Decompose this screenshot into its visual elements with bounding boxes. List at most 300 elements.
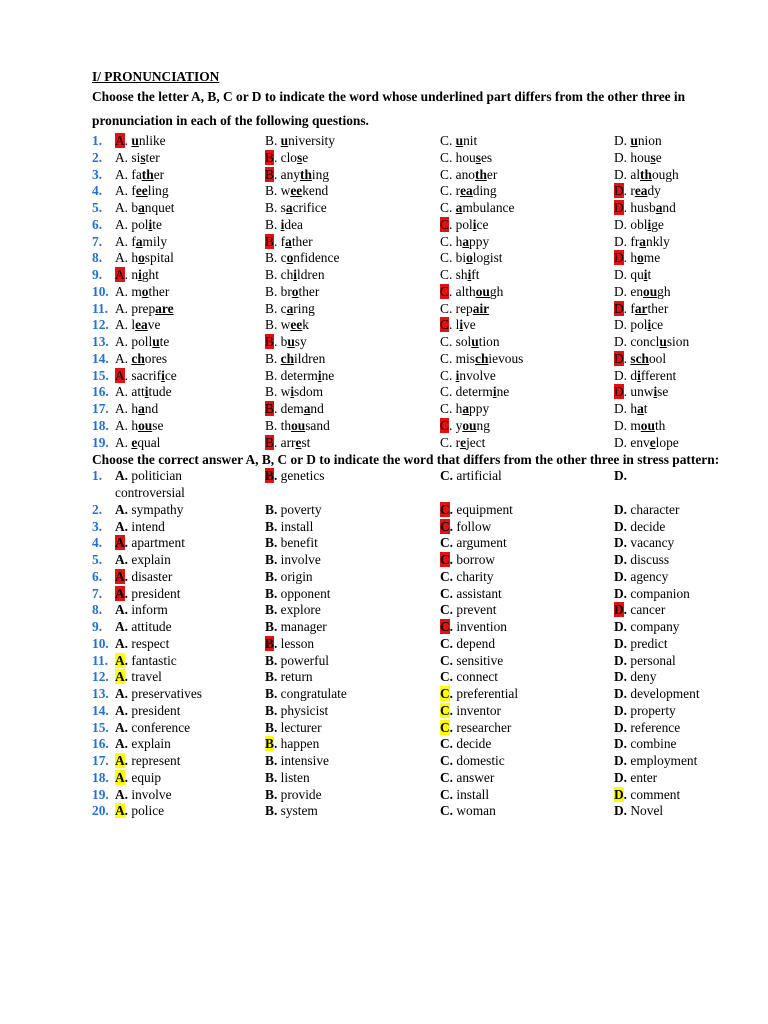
word-prefix: w — [280, 317, 291, 333]
word-prefix: b — [131, 200, 139, 215]
option-letter: C — [440, 602, 450, 618]
option-letter: D — [614, 769, 624, 785]
option-c: C. young — [440, 417, 490, 433]
option-letter: B — [265, 769, 274, 785]
option-d: D. quit — [614, 267, 652, 282]
question-number: 6. — [92, 568, 103, 584]
option-letter: D — [614, 350, 624, 366]
option-word: preferential — [453, 686, 519, 701]
option-c — [440, 770, 494, 787]
word-suffix: te — [152, 216, 162, 232]
word-suffix: ding — [472, 183, 497, 199]
option-word: intensive — [277, 753, 329, 768]
option-letter: D — [614, 384, 624, 400]
option-letter: A — [115, 417, 125, 433]
question-number: 15. — [92, 719, 109, 735]
option-word: decide — [627, 518, 666, 534]
option-letter: A — [115, 602, 125, 618]
option-word: deny — [627, 669, 657, 685]
question-number: 11. — [92, 300, 108, 316]
option-dot: . — [273, 803, 278, 819]
word-prefix: prep — [131, 300, 156, 316]
option-letter: A — [115, 736, 125, 752]
underlined-part: ea — [460, 183, 473, 199]
underlined-part: a — [455, 200, 463, 215]
option-dot: . — [449, 518, 454, 534]
question-number: 20. — [92, 803, 109, 819]
question-row — [92, 167, 732, 184]
word-prefix: c — [280, 300, 287, 316]
option-b: B. confidence — [265, 250, 340, 266]
word-suffix: ildren — [294, 350, 326, 366]
option-letter: D — [614, 619, 624, 634]
option-a — [115, 669, 162, 686]
option-letter: B — [265, 736, 274, 752]
question-row — [92, 284, 732, 301]
option-letter: B — [265, 384, 274, 400]
option-dot: . — [623, 585, 628, 601]
option-letter: D — [614, 568, 624, 584]
option-letter: C — [440, 384, 449, 400]
option-letter: C — [440, 350, 449, 366]
option-word: politician — [128, 468, 182, 484]
underlined-part: o — [141, 283, 149, 299]
option-word: assistant — [453, 585, 502, 601]
option-dot: . — [124, 786, 129, 802]
option-dot: . — [273, 535, 278, 551]
word-suffix: dea — [284, 216, 303, 232]
underlined-part: o — [291, 283, 299, 299]
underlined-part: s — [140, 149, 146, 165]
option-letter: B — [265, 283, 274, 299]
option-letter: C — [440, 803, 450, 819]
option-letter: C — [440, 468, 450, 484]
option-letter: C — [440, 183, 449, 199]
option-d — [614, 787, 680, 804]
option-letter: D — [614, 753, 624, 768]
underlined-part: a — [462, 233, 470, 249]
option-a: A. sister — [115, 149, 160, 165]
word-suffix: st — [301, 434, 311, 450]
option-letter: D — [614, 501, 624, 517]
option-word: development — [627, 686, 700, 701]
option-a: A. prepare — [115, 300, 174, 316]
option-letter: A — [115, 216, 125, 232]
underlined-part: u — [287, 334, 295, 349]
option-dot: . — [124, 518, 129, 534]
option-letter: B — [265, 149, 274, 165]
option-letter: A — [115, 585, 125, 601]
option-word: sensitive — [453, 652, 504, 668]
option-word: poverty — [277, 501, 322, 517]
option-letter: D — [614, 417, 624, 433]
option-c: C. involve — [440, 367, 496, 383]
option-letter: A — [115, 200, 125, 215]
option-dot: . — [623, 619, 628, 634]
question-row — [92, 787, 732, 804]
option-letter: B — [265, 552, 274, 567]
question-number: 9. — [92, 267, 103, 282]
option-dot: . — [124, 702, 129, 718]
option-a — [115, 552, 171, 569]
option-dot: . — [449, 619, 454, 634]
underlined-part: a — [135, 233, 143, 249]
option-c: C. determine — [440, 384, 510, 400]
option-dot: . — [623, 769, 628, 785]
option-c — [440, 653, 503, 670]
word-suffix: nd — [144, 401, 159, 416]
word-suffix: ppy — [469, 401, 490, 416]
word-suffix: ievous — [488, 350, 524, 366]
option-letter: A — [115, 501, 125, 517]
option-a: A. mother — [115, 283, 170, 299]
underlined-part: e — [131, 434, 138, 450]
option-letter: D — [614, 317, 624, 333]
option-c: C. mischievous — [440, 350, 524, 366]
option-letter: C — [440, 283, 449, 299]
option-letter: C — [440, 769, 450, 785]
option-letter: D — [614, 518, 624, 534]
word-suffix: me — [643, 250, 661, 266]
option-word: inform — [128, 602, 168, 618]
option-dot: . — [124, 736, 129, 752]
underlined-part: ea — [634, 183, 648, 199]
option-a — [115, 736, 171, 753]
option-b: B. brother — [265, 283, 320, 299]
underlined-part: o — [637, 250, 644, 266]
underlined-part: i — [647, 216, 652, 232]
stress-question-list — [92, 468, 732, 820]
option-word: physicist — [277, 702, 329, 718]
option-d: D. husband — [614, 200, 676, 215]
option-letter: B — [265, 686, 274, 701]
word-prefix: att — [131, 384, 145, 400]
question-row — [92, 133, 732, 150]
option-letter: A — [115, 518, 125, 534]
word-suffix: ne — [496, 384, 510, 400]
word-prefix: f — [131, 183, 136, 199]
option-dot: . — [623, 686, 628, 701]
option-b: B. thousand — [265, 417, 330, 433]
option-letter: A — [115, 267, 125, 282]
option-letter: D — [614, 585, 624, 601]
option-d: D. mouth — [614, 417, 666, 433]
option-letter: B — [265, 786, 274, 802]
underlined-part: i — [467, 267, 472, 282]
option-c — [440, 468, 502, 485]
question-row — [92, 552, 732, 569]
option-a: A. equal — [115, 434, 161, 450]
underlined-part: i — [653, 384, 658, 400]
option-word: represent — [128, 753, 181, 768]
option-letter: B — [265, 233, 274, 249]
option-dot: . — [124, 635, 129, 651]
option-b — [265, 468, 325, 485]
word-prefix: en — [630, 283, 644, 299]
option-a — [115, 753, 180, 770]
question-row — [92, 250, 732, 267]
stress-instruction: Choose the correct answer A, B, C or D to indicate the word that differs from the other three in stress pattern: — [92, 452, 720, 468]
pronunciation-instruction: Choose the letter A, B, C or D to indicate the word whose underlined part differs from the other three in pronunciation in each of the following questions. — [92, 89, 686, 128]
option-a — [115, 519, 165, 536]
question-row — [92, 384, 732, 401]
option-word: listen — [277, 769, 310, 785]
word-suffix: se — [657, 384, 669, 400]
option-word: lesson — [277, 635, 315, 651]
option-dot: . — [623, 518, 628, 534]
word-prefix: br — [280, 283, 292, 299]
word-suffix: sy — [294, 334, 307, 349]
word-suffix: ne — [321, 367, 335, 383]
question-number: 17. — [92, 401, 109, 416]
underlined-part: a — [285, 233, 292, 249]
option-letter: D — [614, 786, 624, 802]
option-letter: C — [440, 317, 449, 333]
option-c: C. biologist — [440, 250, 503, 266]
option-letter: C — [440, 702, 450, 718]
option-word: agency — [627, 568, 669, 584]
word-suffix: sand — [305, 417, 330, 433]
option-dot: . — [449, 803, 454, 819]
word-prefix: alth — [455, 283, 476, 299]
option-dot: . — [273, 753, 278, 768]
option-word: congratulate — [277, 686, 347, 701]
option-word: lecturer — [277, 719, 322, 735]
option-letter: C — [440, 585, 450, 601]
option-b: B. weekend — [265, 183, 329, 199]
question-row — [92, 770, 732, 787]
option-word: explore — [277, 602, 321, 618]
word-prefix: h — [630, 250, 638, 266]
underlined-part: e — [460, 434, 467, 450]
underlined-part: ee — [290, 317, 303, 333]
option-letter: C — [440, 719, 450, 735]
option-word: character — [627, 501, 680, 517]
option-d: D. conclusion — [614, 334, 690, 349]
option-letter: B — [265, 619, 274, 634]
question-row — [92, 267, 732, 284]
option-letter: C — [440, 250, 449, 266]
question-row — [92, 334, 732, 351]
option-a — [115, 569, 172, 586]
underlined-part: e — [649, 434, 656, 450]
option-a: A. attitude — [115, 384, 172, 400]
option-c: C. houses — [440, 149, 493, 165]
word-suffix: sdom — [294, 384, 324, 400]
word-suffix: ther — [647, 300, 669, 316]
option-word: vacancy — [627, 535, 675, 551]
underlined-part: s — [297, 149, 303, 165]
underlined-part: a — [639, 233, 646, 249]
option-letter: B — [265, 501, 274, 517]
option-c — [440, 602, 497, 619]
underlined-part: u — [152, 334, 160, 349]
option-dot: . — [623, 468, 628, 484]
word-suffix: mbulance — [462, 200, 515, 215]
word-prefix: obl — [630, 216, 648, 232]
question-number: 12. — [92, 317, 109, 333]
option-a — [115, 703, 180, 720]
option-letter: A — [115, 552, 125, 567]
option-letter: A — [115, 669, 125, 685]
question-row — [92, 519, 732, 536]
option-dot: . — [449, 568, 454, 584]
word-prefix: f — [630, 300, 635, 316]
question-number: 2. — [92, 149, 103, 165]
option-dot: . — [273, 568, 278, 584]
option-word: argument — [453, 535, 507, 551]
option-word: enter — [627, 769, 658, 785]
underlined-part: ch — [280, 350, 295, 366]
question-number: 18. — [92, 769, 109, 785]
question-row — [92, 736, 732, 753]
word-suffix: ject — [466, 434, 486, 450]
option-d — [614, 703, 676, 720]
word-prefix: fr — [630, 233, 640, 249]
option-a: A. polite — [115, 216, 162, 232]
word-suffix: ge — [651, 216, 664, 232]
option-dot: . — [273, 702, 278, 718]
underlined-part: u — [455, 133, 464, 148]
option-dot: . — [623, 702, 628, 718]
section-heading: I/ PRONUNCIATION — [92, 69, 220, 84]
option-word: charity — [453, 568, 494, 584]
option-letter: A — [115, 133, 125, 148]
option-letter: A — [115, 702, 125, 718]
option-b — [265, 569, 313, 586]
option-word: involve — [277, 552, 321, 567]
option-letter: A — [115, 384, 125, 400]
option-letter: D — [614, 736, 624, 752]
underlined-part: i — [144, 384, 149, 400]
option-b: B. children — [265, 267, 325, 282]
underlined-part: ch — [475, 350, 489, 366]
word-prefix: d — [630, 367, 638, 383]
option-dot: . — [449, 736, 454, 752]
option-word: return — [277, 669, 313, 685]
word-prefix: husb — [630, 200, 656, 215]
question-row — [92, 401, 732, 418]
option-b — [265, 787, 322, 804]
option-c — [440, 535, 507, 552]
question-number: 11. — [92, 652, 108, 668]
option-dot: . — [449, 552, 454, 567]
question-number: 18. — [92, 417, 109, 433]
option-letter: B — [265, 317, 274, 333]
option-dot: . — [124, 602, 129, 618]
question-number: 7. — [92, 233, 103, 249]
option-dot: . — [273, 518, 278, 534]
question-row — [92, 586, 732, 603]
word-prefix: al — [630, 166, 641, 182]
underlined-part: a — [286, 300, 294, 316]
option-word: inventor — [453, 702, 502, 718]
option-letter: D — [614, 719, 624, 735]
underlined-part: a — [462, 401, 470, 416]
option-d — [614, 586, 690, 603]
option-letter: A — [115, 233, 125, 249]
option-a: A. leave — [115, 317, 161, 333]
option-a — [115, 602, 168, 619]
option-letter: A — [115, 769, 125, 785]
option-letter: B — [265, 535, 274, 551]
option-b — [265, 619, 327, 636]
option-word: employment — [627, 753, 698, 768]
option-word: fantastic — [128, 652, 177, 668]
option-d: D. envelope — [614, 434, 679, 450]
option-d — [614, 653, 676, 670]
option-letter: B — [265, 166, 274, 182]
question-row — [92, 301, 732, 318]
word-suffix: ther — [298, 283, 320, 299]
question-row — [92, 234, 732, 251]
option-letter: A — [115, 686, 125, 701]
option-letter: D — [614, 283, 624, 299]
option-word: reference — [627, 719, 681, 735]
option-b — [265, 753, 329, 770]
option-letter: C — [440, 652, 450, 668]
word-suffix: ling — [147, 183, 169, 199]
option-d: D. unwise — [614, 384, 669, 400]
question-row — [92, 200, 732, 217]
word-prefix: fa — [131, 166, 142, 182]
option-letter: C — [440, 568, 450, 584]
question-number: 8. — [92, 250, 103, 266]
option-a: A. night — [115, 267, 159, 282]
option-word: combine — [627, 736, 677, 752]
underlined-part: a — [138, 401, 145, 416]
underlined-part: th — [474, 166, 487, 182]
question-number: 12. — [92, 669, 109, 685]
option-c — [440, 519, 491, 536]
option-letter: A — [115, 149, 125, 165]
option-word: origin — [277, 568, 313, 584]
option-a: A. sacrifice — [115, 367, 177, 383]
word-suffix: nd — [310, 401, 324, 416]
underlined-part: i — [637, 367, 641, 383]
option-dot: . — [124, 552, 129, 567]
question-number: 10. — [92, 283, 109, 299]
option-b: B. caring — [265, 300, 315, 316]
option-word: personal — [627, 652, 676, 668]
option-a — [115, 803, 164, 820]
option-dot: . — [273, 602, 278, 618]
word-suffix: nfidence — [293, 250, 340, 266]
option-c — [440, 619, 507, 636]
underlined-part: i — [455, 367, 460, 383]
word-prefix: th — [280, 417, 292, 433]
option-dot: . — [124, 468, 129, 484]
option-word: domestic — [453, 753, 505, 768]
option-letter: B — [265, 200, 274, 215]
word-prefix: pol — [630, 317, 648, 333]
option-d — [614, 636, 668, 653]
underlined-part: i — [280, 216, 285, 232]
option-letter: D — [614, 401, 624, 416]
option-letter: A — [115, 350, 125, 366]
option-c — [440, 803, 496, 820]
option-word: borrow — [453, 552, 496, 567]
question-row — [92, 753, 732, 770]
question-number: 19. — [92, 434, 109, 450]
option-dot: . — [273, 769, 278, 785]
option-dot: . — [623, 501, 628, 517]
question-number: 16. — [92, 736, 109, 752]
word-suffix: nit — [463, 133, 478, 148]
option-dot: . — [623, 602, 628, 618]
option-letter: B — [265, 719, 274, 735]
option-letter: B — [265, 803, 274, 819]
